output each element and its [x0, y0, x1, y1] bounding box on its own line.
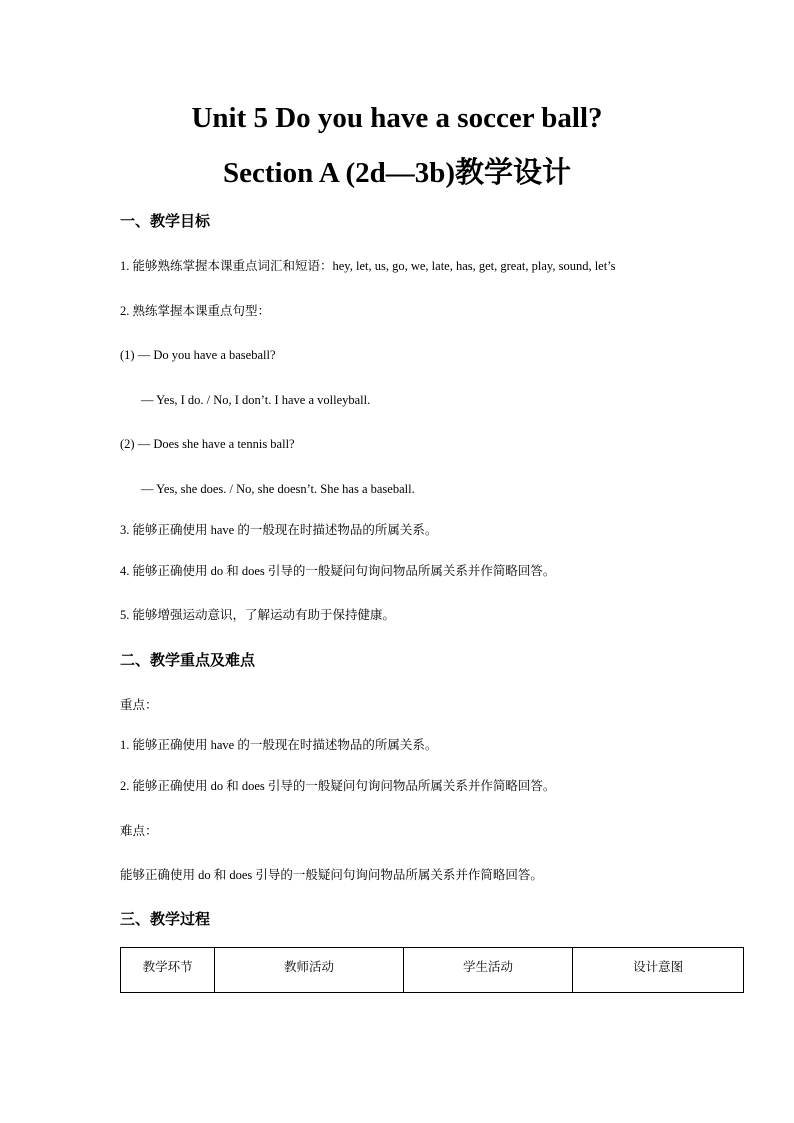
key-points-label: 重点： — [120, 698, 158, 712]
key-point-item: 2. 能够正确使用 do 和 does 引导的一般疑问句询问物品所属关系并作简略回答。 — [120, 779, 556, 793]
sentence-pattern: (2) — Does she have a tennis ball? — [120, 437, 295, 451]
document-title: Unit 5 Do you have a soccer ball? — [191, 102, 603, 134]
objective-item: 5. 能够增强运动意识，了解运动有助于保持健康。 — [120, 608, 396, 622]
sentence-pattern: — Yes, she does. / No, she doesn’t. She has a baseball. — [141, 482, 415, 496]
objective-item: 2. 熟练掌握本课重点句型： — [120, 304, 271, 318]
objective-item: 3. 能够正确使用 have 的一般现在时描述物品的所属关系。 — [120, 523, 438, 537]
teaching-process-table — [120, 947, 744, 993]
section-heading-process: 三、教学过程 — [120, 910, 211, 928]
section-heading-objectives: 一、教学目标 — [120, 212, 211, 230]
difficulty-text: 能够正确使用 do 和 does 引导的一般疑问句询问物品所属关系并作简略回答。 — [120, 868, 543, 882]
difficulty-label: 难点： — [120, 824, 158, 838]
sentence-pattern: — Yes, I do. / No, I don’t. I have a volleyball. — [141, 393, 371, 407]
objective-item: 1. 能够熟练掌握本课重点词汇和短语：hey, let, us, go, we, late, has, get, great, play, sound, let’s — [120, 259, 616, 273]
objective-item: 4. 能够正确使用 do 和 does 引导的一般疑问句询问物品所属关系并作简略回答。 — [120, 564, 556, 578]
sentence-pattern: (1) — Do you have a baseball? — [120, 348, 276, 362]
key-point-item: 1. 能够正确使用 have 的一般现在时描述物品的所属关系。 — [120, 738, 438, 752]
table-header-cell: 学生活动 — [403, 948, 573, 993]
table-header-cell: 设计意图 — [573, 948, 744, 993]
section-heading-key-points: 二、教学重点及难点 — [120, 651, 256, 669]
document-subtitle: Section A (2d—3b)教学设计 — [222, 157, 572, 189]
table-header-cell: 教师活动 — [215, 948, 403, 993]
table-header-cell: 教学环节 — [121, 948, 215, 993]
table-header-row — [121, 948, 744, 993]
